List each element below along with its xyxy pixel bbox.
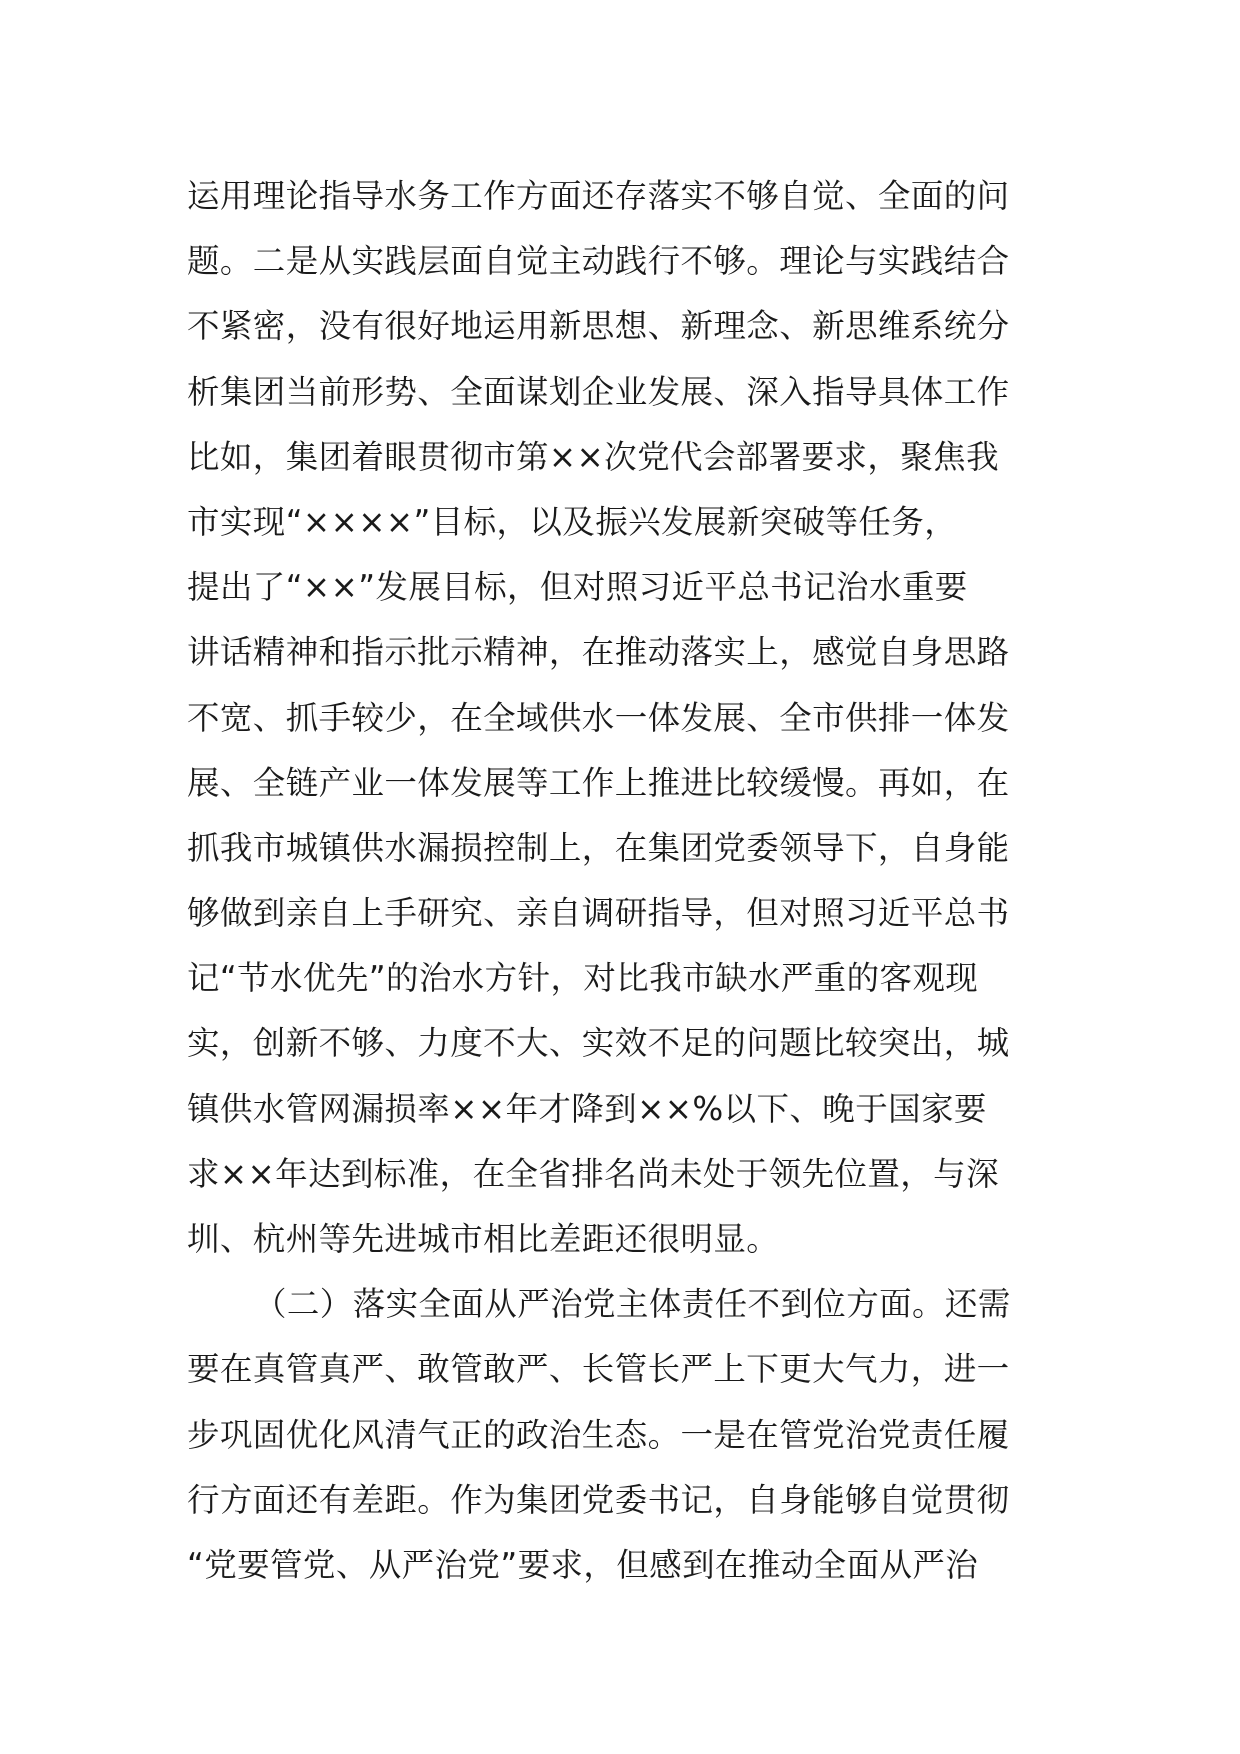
text-line: 比如，集团着眼贯彻市第××次党代会部署要求，聚焦我 xyxy=(187,437,999,476)
text-line: 析集团当前形势、全面谋划企业发展、深入指导具体工作 xyxy=(187,372,1010,411)
text-line: 记“节水优先”的治水方针，对比我市缺水严重的客观现 xyxy=(187,959,979,998)
text-line: 展、全链产业一体发展等工作上推进比较缓慢。再如，在 xyxy=(187,763,1010,802)
text-line: 够做到亲自上手研究、亲自调研指导，但对照习近平总书 xyxy=(187,894,1010,933)
text-line: 市实现“××××”目标，以及振兴发展新突破等任务， xyxy=(187,502,958,541)
text-line: 不宽、抓手较少，在全域供水一体发展、全市供排一体发 xyxy=(187,698,1010,737)
text-line: 抓我市城镇供水漏损控制上，在集团党委领导下，自身能 xyxy=(187,828,1010,867)
text-line: 要在真管真严、敢管敢严、长管长严上下更大气力，进一 xyxy=(187,1350,1010,1389)
text-line: “党要管党、从严治党”要求，但感到在推动全面从严治 xyxy=(187,1545,979,1584)
body-text xyxy=(187,164,1057,1598)
text-line: 镇供水管网漏损率××年才降到××%以下、晚于国家要 xyxy=(187,1089,987,1128)
text-line: 运用理论指导水务工作方面还存落实不够自觉、全面的问 xyxy=(187,177,1010,215)
text-line: 求××年达到标准，在全省排名尚未处于领先位置，与深 xyxy=(187,1154,999,1193)
section-heading-line: （二）落实全面从严治党主体责任不到位方面。还需 xyxy=(254,1285,1011,1324)
text-line: 行方面还有差距。作为集团党委书记，自身能够自觉贯彻 xyxy=(187,1480,1010,1519)
text-line: 实，创新不够、力度不大、实效不足的问题比较突出，城 xyxy=(187,1024,1010,1063)
text-line: 题。二是从实践层面自觉主动践行不够。理论与实践结合 xyxy=(187,242,1010,281)
text-line: 圳、杭州等先进城市相比差距还很明显。 xyxy=(187,1220,780,1258)
text-line: 不紧密，没有很好地运用新思想、新理念、新思维系统分 xyxy=(187,307,1010,346)
text-line: 讲话精神和指示批示精神，在推动落实上，感觉自身思路 xyxy=(187,633,1010,672)
text-line: 提出了“××”发展目标，但对照习近平总书记治水重要 xyxy=(187,568,968,607)
text-line: 步巩固优化风清气正的政治生态。一是在管党治党责任履 xyxy=(187,1415,1010,1454)
